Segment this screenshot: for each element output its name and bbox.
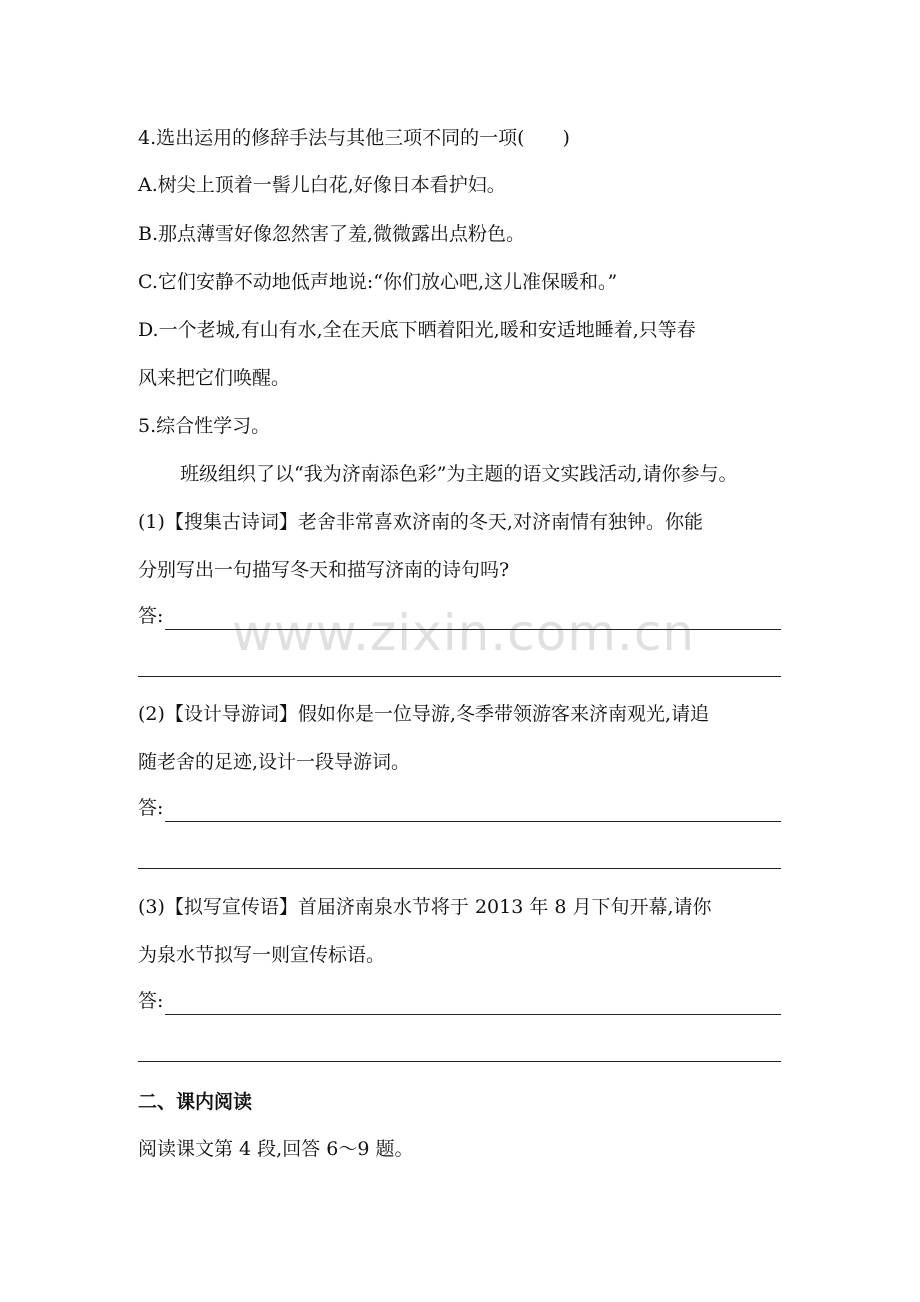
part-1-prompt-line1: (1)【搜集古诗词】老舍非常喜欢济南的冬天,对济南情有独钟。你能 (138, 511, 703, 533)
part-3-blank-line[interactable] (138, 1061, 781, 1062)
question-4-option-d-continued: 风来把它们唤醒。 (138, 367, 291, 389)
answer-label: 答: (138, 605, 164, 627)
section-2-heading: 二、课内阅读 (138, 1091, 253, 1113)
part-2-prompt-line2: 随老舍的足迹,设计一段导游词。 (138, 751, 411, 773)
section-2-instruction: 阅读课文第 4 段,回答 6～9 题。 (138, 1138, 414, 1160)
part-1-blank-line[interactable] (138, 676, 781, 677)
watermark-text: www.zixin.com.cn (232, 604, 696, 662)
question-4-option-a: A.树尖上顶着一髻儿白花,好像日本看护妇。 (138, 174, 506, 196)
part-2-blank-line[interactable] (138, 868, 781, 869)
answer-label: 答: (138, 990, 164, 1012)
part-3-answer-row[interactable] (138, 989, 781, 1015)
part-2-prompt-line1: (2)【设计导游词】假如你是一位导游,冬季带领游客来济南观光,请追 (138, 703, 709, 725)
question-4-stem: 4.选出运用的修辞手法与其他三项不同的一项( ) (138, 127, 570, 149)
answer-line[interactable] (165, 629, 781, 630)
part-1-prompt-line2: 分别写出一句描写冬天和描写济南的诗句吗? (138, 559, 510, 581)
part-2-answer-row[interactable] (138, 796, 781, 822)
part-3-prompt-line1: (3)【拟写宣传语】首届济南泉水节将于 2013 年 8 月下旬开幕,请你 (138, 896, 712, 918)
question-4-option-b: B.那点薄雪好像忽然害了羞,微微露出点粉色。 (138, 223, 526, 245)
answer-line[interactable] (165, 821, 781, 822)
question-4-option-c: C.它们安静不动地低声地说:“你们放心吧,这儿准保暖和。” (138, 271, 618, 293)
answer-line[interactable] (165, 1014, 781, 1015)
question-5-title: 5.综合性学习。 (138, 415, 271, 437)
answer-label: 答: (138, 797, 164, 819)
part-1-answer-row[interactable] (138, 604, 781, 630)
question-4-option-d: D.一个老城,有山有水,全在天底下晒着阳光,暖和安适地睡着,只等春 (138, 319, 696, 341)
question-5-intro: 班级组织了以“我为济南添色彩”为主题的语文实践活动,请你参与。 (180, 463, 738, 485)
part-3-prompt-line2: 为泉水节拟写一则宣传标语。 (138, 944, 386, 966)
